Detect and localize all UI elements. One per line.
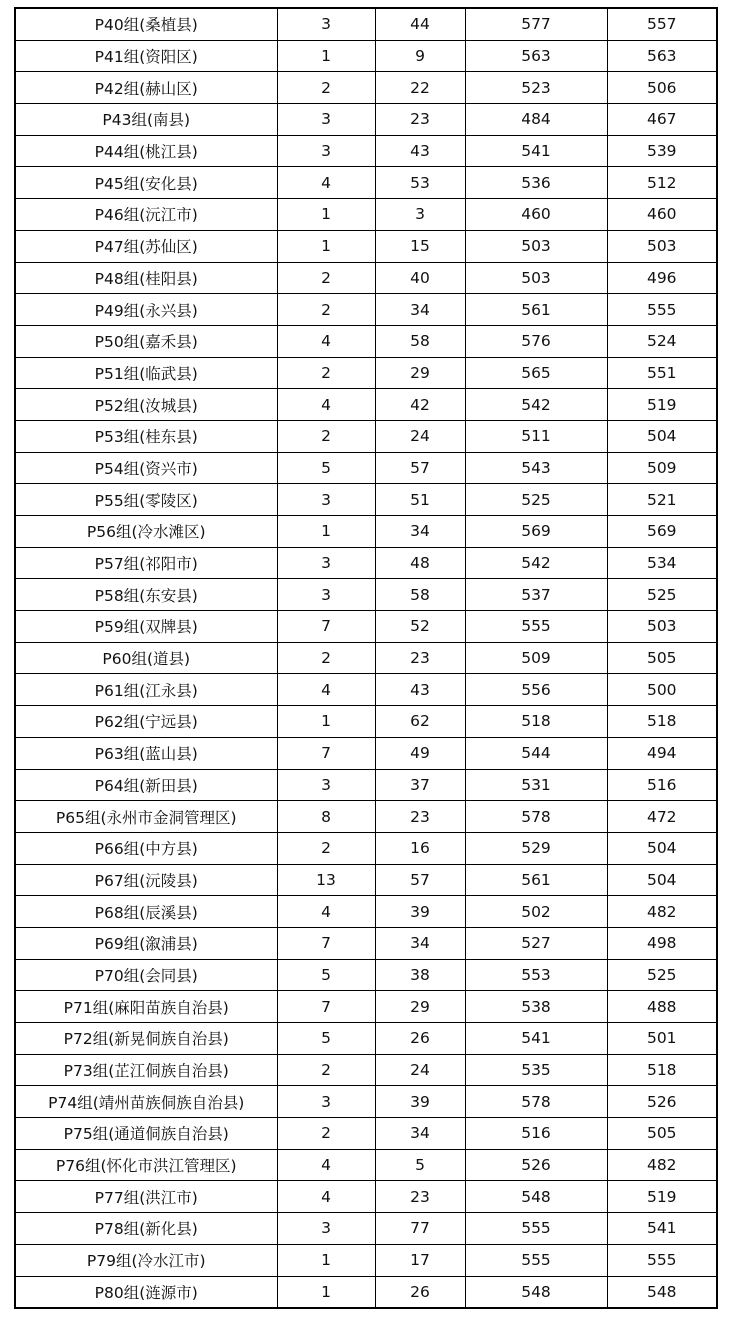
table-row	[15, 8, 717, 40]
group-name-cell: P73组(芷江侗族自治县)	[15, 1054, 277, 1086]
value-cell-4: 563	[607, 40, 717, 72]
value-cell-2: 39	[375, 1086, 465, 1118]
table-row	[15, 230, 717, 262]
table-body	[15, 8, 717, 1308]
value-cell-3: 503	[465, 230, 607, 262]
value-cell-2: 39	[375, 896, 465, 928]
value-cell-4: 500	[607, 674, 717, 706]
value-cell-1: 1	[277, 199, 375, 231]
value-cell-4: 534	[607, 547, 717, 579]
value-cell-3: 535	[465, 1054, 607, 1086]
value-cell-3: 460	[465, 199, 607, 231]
value-cell-1: 3	[277, 1213, 375, 1245]
value-cell-1: 5	[277, 452, 375, 484]
value-cell-3: 577	[465, 8, 607, 40]
value-cell-4: 488	[607, 991, 717, 1023]
value-cell-4: 482	[607, 1149, 717, 1181]
value-cell-2: 22	[375, 72, 465, 104]
table-row	[15, 389, 717, 421]
group-name-cell: P68组(辰溪县)	[15, 896, 277, 928]
value-cell-1: 4	[277, 167, 375, 199]
value-cell-3: 538	[465, 991, 607, 1023]
value-cell-3: 561	[465, 864, 607, 896]
value-cell-2: 9	[375, 40, 465, 72]
value-cell-4: 505	[607, 1118, 717, 1150]
value-cell-4: 525	[607, 959, 717, 991]
table-row	[15, 420, 717, 452]
group-name-cell: P59组(双牌县)	[15, 611, 277, 643]
value-cell-4: 555	[607, 1244, 717, 1276]
value-cell-3: 565	[465, 357, 607, 389]
value-cell-3: 516	[465, 1118, 607, 1150]
table-row	[15, 104, 717, 136]
group-name-cell: P46组(沅江市)	[15, 199, 277, 231]
value-cell-2: 23	[375, 1181, 465, 1213]
value-cell-3: 555	[465, 1244, 607, 1276]
value-cell-3: 578	[465, 801, 607, 833]
group-name-cell: P60组(道县)	[15, 642, 277, 674]
value-cell-1: 2	[277, 642, 375, 674]
table-row	[15, 1244, 717, 1276]
value-cell-3: 537	[465, 579, 607, 611]
table-row	[15, 737, 717, 769]
value-cell-2: 62	[375, 706, 465, 738]
table-row	[15, 1086, 717, 1118]
value-cell-3: 526	[465, 1149, 607, 1181]
value-cell-3: 548	[465, 1181, 607, 1213]
value-cell-2: 26	[375, 1276, 465, 1308]
table-row	[15, 611, 717, 643]
table-row	[15, 959, 717, 991]
value-cell-1: 1	[277, 1244, 375, 1276]
table-row	[15, 1213, 717, 1245]
value-cell-4: 505	[607, 642, 717, 674]
value-cell-3: 556	[465, 674, 607, 706]
table-row	[15, 769, 717, 801]
value-cell-3: 548	[465, 1276, 607, 1308]
value-cell-4: 551	[607, 357, 717, 389]
value-cell-1: 13	[277, 864, 375, 896]
value-cell-3: 541	[465, 1023, 607, 1055]
value-cell-3: 544	[465, 737, 607, 769]
table-row	[15, 199, 717, 231]
value-cell-1: 2	[277, 294, 375, 326]
table-row	[15, 896, 717, 928]
value-cell-1: 8	[277, 801, 375, 833]
value-cell-2: 34	[375, 516, 465, 548]
table-row	[15, 864, 717, 896]
table-row	[15, 927, 717, 959]
value-cell-2: 29	[375, 991, 465, 1023]
value-cell-2: 24	[375, 420, 465, 452]
value-cell-4: 503	[607, 230, 717, 262]
value-cell-4: 519	[607, 389, 717, 421]
value-cell-1: 3	[277, 547, 375, 579]
value-cell-3: 555	[465, 611, 607, 643]
value-cell-1: 7	[277, 737, 375, 769]
value-cell-1: 1	[277, 40, 375, 72]
value-cell-3: 529	[465, 832, 607, 864]
value-cell-1: 1	[277, 706, 375, 738]
table-row	[15, 167, 717, 199]
group-name-cell: P65组(永州市金洞管理区)	[15, 801, 277, 833]
value-cell-2: 34	[375, 1118, 465, 1150]
group-name-cell: P67组(沅陵县)	[15, 864, 277, 896]
value-cell-2: 37	[375, 769, 465, 801]
group-name-cell: P44组(桃江县)	[15, 135, 277, 167]
value-cell-4: 467	[607, 104, 717, 136]
table-row	[15, 1023, 717, 1055]
table-row	[15, 294, 717, 326]
value-cell-1: 7	[277, 927, 375, 959]
table-row	[15, 135, 717, 167]
value-cell-1: 4	[277, 389, 375, 421]
value-cell-1: 7	[277, 991, 375, 1023]
value-cell-4: 504	[607, 832, 717, 864]
group-name-cell: P42组(赫山区)	[15, 72, 277, 104]
table-row	[15, 1276, 717, 1308]
value-cell-3: 553	[465, 959, 607, 991]
value-cell-1: 2	[277, 1118, 375, 1150]
group-name-cell: P66组(中方县)	[15, 832, 277, 864]
group-name-cell: P51组(临武县)	[15, 357, 277, 389]
value-cell-3: 511	[465, 420, 607, 452]
value-cell-4: 494	[607, 737, 717, 769]
value-cell-1: 3	[277, 579, 375, 611]
table-row	[15, 516, 717, 548]
value-cell-2: 44	[375, 8, 465, 40]
value-cell-2: 48	[375, 547, 465, 579]
value-cell-2: 52	[375, 611, 465, 643]
value-cell-4: 555	[607, 294, 717, 326]
group-name-cell: P76组(怀化市洪江管理区)	[15, 1149, 277, 1181]
value-cell-3: 542	[465, 389, 607, 421]
value-cell-1: 4	[277, 1181, 375, 1213]
value-cell-3: 502	[465, 896, 607, 928]
value-cell-4: 509	[607, 452, 717, 484]
value-cell-1: 2	[277, 357, 375, 389]
value-cell-4: 482	[607, 896, 717, 928]
value-cell-1: 2	[277, 1054, 375, 1086]
value-cell-1: 4	[277, 1149, 375, 1181]
value-cell-1: 4	[277, 325, 375, 357]
value-cell-2: 77	[375, 1213, 465, 1245]
value-cell-4: 501	[607, 1023, 717, 1055]
value-cell-4: 518	[607, 1054, 717, 1086]
value-cell-4: 519	[607, 1181, 717, 1213]
value-cell-1: 1	[277, 1276, 375, 1308]
value-cell-4: 539	[607, 135, 717, 167]
value-cell-3: 518	[465, 706, 607, 738]
value-cell-4: 460	[607, 199, 717, 231]
value-cell-4: 472	[607, 801, 717, 833]
value-cell-4: 569	[607, 516, 717, 548]
value-cell-1: 7	[277, 611, 375, 643]
value-cell-3: 484	[465, 104, 607, 136]
value-cell-4: 525	[607, 579, 717, 611]
value-cell-2: 26	[375, 1023, 465, 1055]
value-cell-4: 516	[607, 769, 717, 801]
value-cell-2: 24	[375, 1054, 465, 1086]
group-name-cell: P72组(新晃侗族自治县)	[15, 1023, 277, 1055]
value-cell-1: 2	[277, 262, 375, 294]
value-cell-2: 5	[375, 1149, 465, 1181]
value-cell-3: 527	[465, 927, 607, 959]
value-cell-1: 4	[277, 896, 375, 928]
value-cell-2: 49	[375, 737, 465, 769]
value-cell-2: 34	[375, 927, 465, 959]
table-row	[15, 579, 717, 611]
value-cell-2: 15	[375, 230, 465, 262]
value-cell-2: 34	[375, 294, 465, 326]
value-cell-2: 42	[375, 389, 465, 421]
value-cell-1: 2	[277, 832, 375, 864]
value-cell-1: 3	[277, 769, 375, 801]
table-row	[15, 1181, 717, 1213]
value-cell-1: 2	[277, 420, 375, 452]
table-row	[15, 991, 717, 1023]
group-name-cell: P71组(麻阳苗族自治县)	[15, 991, 277, 1023]
group-name-cell: P53组(桂东县)	[15, 420, 277, 452]
value-cell-1: 3	[277, 104, 375, 136]
value-cell-2: 57	[375, 452, 465, 484]
group-name-cell: P49组(永兴县)	[15, 294, 277, 326]
group-name-cell: P47组(苏仙区)	[15, 230, 277, 262]
value-cell-3: 563	[465, 40, 607, 72]
group-name-cell: P78组(新化县)	[15, 1213, 277, 1245]
value-cell-4: 518	[607, 706, 717, 738]
value-cell-2: 58	[375, 579, 465, 611]
value-cell-1: 1	[277, 230, 375, 262]
value-cell-1: 3	[277, 8, 375, 40]
group-name-cell: P64组(新田县)	[15, 769, 277, 801]
value-cell-3: 525	[465, 484, 607, 516]
value-cell-1: 3	[277, 135, 375, 167]
value-cell-2: 58	[375, 325, 465, 357]
value-cell-3: 542	[465, 547, 607, 579]
table-row	[15, 325, 717, 357]
value-cell-3: 543	[465, 452, 607, 484]
value-cell-4: 503	[607, 611, 717, 643]
value-cell-4: 498	[607, 927, 717, 959]
table-row	[15, 357, 717, 389]
data-table	[14, 7, 718, 1309]
value-cell-3: 523	[465, 72, 607, 104]
value-cell-2: 23	[375, 642, 465, 674]
value-cell-2: 53	[375, 167, 465, 199]
group-name-cell: P50组(嘉禾县)	[15, 325, 277, 357]
group-name-cell: P45组(安化县)	[15, 167, 277, 199]
table-row	[15, 547, 717, 579]
group-name-cell: P57组(祁阳市)	[15, 547, 277, 579]
group-name-cell: P74组(靖州苗族侗族自治县)	[15, 1086, 277, 1118]
value-cell-2: 16	[375, 832, 465, 864]
table-row	[15, 72, 717, 104]
value-cell-3: 555	[465, 1213, 607, 1245]
table-row	[15, 1054, 717, 1086]
group-name-cell: P63组(蓝山县)	[15, 737, 277, 769]
value-cell-2: 3	[375, 199, 465, 231]
table-row	[15, 1149, 717, 1181]
value-cell-1: 2	[277, 72, 375, 104]
value-cell-2: 23	[375, 801, 465, 833]
table-row	[15, 801, 717, 833]
table-row	[15, 484, 717, 516]
value-cell-1: 3	[277, 484, 375, 516]
group-name-cell: P77组(洪江市)	[15, 1181, 277, 1213]
value-cell-3: 509	[465, 642, 607, 674]
value-cell-1: 3	[277, 1086, 375, 1118]
group-name-cell: P79组(冷水江市)	[15, 1244, 277, 1276]
value-cell-1: 5	[277, 1023, 375, 1055]
value-cell-2: 40	[375, 262, 465, 294]
value-cell-1: 5	[277, 959, 375, 991]
table-row	[15, 262, 717, 294]
value-cell-3: 569	[465, 516, 607, 548]
group-name-cell: P52组(汝城县)	[15, 389, 277, 421]
group-name-cell: P61组(江永县)	[15, 674, 277, 706]
table-row	[15, 452, 717, 484]
value-cell-2: 51	[375, 484, 465, 516]
table-row	[15, 40, 717, 72]
value-cell-2: 57	[375, 864, 465, 896]
group-name-cell: P41组(资阳区)	[15, 40, 277, 72]
group-name-cell: P43组(南县)	[15, 104, 277, 136]
value-cell-3: 541	[465, 135, 607, 167]
table-row	[15, 642, 717, 674]
value-cell-3: 578	[465, 1086, 607, 1118]
value-cell-3: 503	[465, 262, 607, 294]
group-name-cell: P58组(东安县)	[15, 579, 277, 611]
value-cell-4: 548	[607, 1276, 717, 1308]
group-name-cell: P80组(涟源市)	[15, 1276, 277, 1308]
value-cell-2: 23	[375, 104, 465, 136]
group-name-cell: P56组(冷水滩区)	[15, 516, 277, 548]
value-cell-3: 536	[465, 167, 607, 199]
value-cell-4: 496	[607, 262, 717, 294]
group-name-cell: P70组(会同县)	[15, 959, 277, 991]
value-cell-4: 504	[607, 420, 717, 452]
value-cell-3: 531	[465, 769, 607, 801]
group-name-cell: P40组(桑植县)	[15, 8, 277, 40]
value-cell-2: 43	[375, 135, 465, 167]
value-cell-3: 561	[465, 294, 607, 326]
group-name-cell: P55组(零陵区)	[15, 484, 277, 516]
value-cell-4: 541	[607, 1213, 717, 1245]
table-row	[15, 832, 717, 864]
value-cell-2: 29	[375, 357, 465, 389]
value-cell-3: 576	[465, 325, 607, 357]
value-cell-4: 506	[607, 72, 717, 104]
table-row	[15, 674, 717, 706]
value-cell-2: 38	[375, 959, 465, 991]
group-name-cell: P54组(资兴市)	[15, 452, 277, 484]
value-cell-4: 526	[607, 1086, 717, 1118]
value-cell-1: 4	[277, 674, 375, 706]
value-cell-2: 17	[375, 1244, 465, 1276]
value-cell-4: 504	[607, 864, 717, 896]
value-cell-4: 512	[607, 167, 717, 199]
table-row	[15, 706, 717, 738]
value-cell-4: 521	[607, 484, 717, 516]
value-cell-2: 43	[375, 674, 465, 706]
group-name-cell: P75组(通道侗族自治县)	[15, 1118, 277, 1150]
value-cell-4: 524	[607, 325, 717, 357]
table-row	[15, 1118, 717, 1150]
value-cell-1: 1	[277, 516, 375, 548]
group-name-cell: P69组(溆浦县)	[15, 927, 277, 959]
value-cell-4: 557	[607, 8, 717, 40]
group-name-cell: P62组(宁远县)	[15, 706, 277, 738]
group-name-cell: P48组(桂阳县)	[15, 262, 277, 294]
